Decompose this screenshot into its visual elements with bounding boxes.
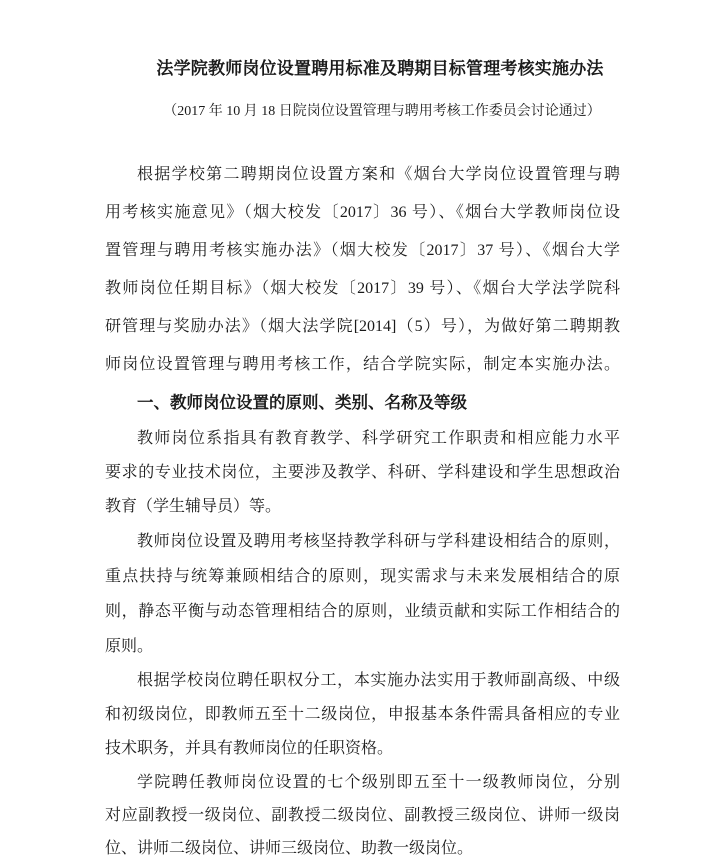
document-subtitle: （2017 年 10 月 18 日院岗位设置管理与聘用考核工作委员会讨论通过） (163, 104, 601, 119)
section-heading (105, 384, 620, 422)
text-line: 根据学校岗位聘任职权分工，本实施办法实用于教师副高级、中级 (137, 672, 620, 689)
text-line: 技术职务，并具有教师岗位的任职资格。 (105, 740, 394, 757)
text-line: 教师岗位系指具有教育教学、科学研究工作职责和相应能力水平 (137, 430, 620, 447)
document-body (105, 156, 620, 864)
paragraph (105, 156, 620, 384)
text-line: 则，静态平衡与动态管理相结合的原则，业绩贡献和实际工作相结合的 (105, 603, 620, 620)
text-line: 学院聘任教师岗位设置的七个级别即五至十一级教师岗位，分别 (137, 774, 620, 791)
text-line: 教育（学生辅导员）等。 (105, 498, 282, 515)
text-line: 要求的专业技术岗位，主要涉及教学、科研、学科建设和学生思想政治 (105, 464, 620, 481)
text-line: 根据学校第二聘期岗位设置方案和《烟台大学岗位设置管理与聘 (137, 166, 620, 183)
text-line: 教师岗位设置及聘用考核坚持教学科研与学科建设相结合的原则， (137, 533, 620, 550)
text-line: 教师岗位任期目标》（烟大校发〔2017〕39 号）、《烟台大学法学院科 (105, 280, 620, 297)
text-line: 和初级岗位，即教师五至十二级岗位，申报基本条件需具备相应的专业 (105, 706, 620, 723)
paragraph (105, 422, 620, 524)
text-line: 对应副教授一级岗位、副教授二级岗位、副教授三级岗位、讲师一级岗 (105, 807, 620, 824)
text-line: 位、讲师二级岗位、讲师三级岗位、助教一级岗位。 (105, 840, 474, 857)
paragraph (105, 664, 620, 766)
text-line: 置管理与聘用考核实施办法》（烟大校发〔2017〕37 号）、《烟台大学 (105, 242, 620, 259)
text-line: 用考核实施意见》（烟大校发〔2017〕36 号）、《烟台大学教师岗位设 (105, 204, 620, 221)
paragraph (105, 766, 620, 864)
text-line: 原则。 (105, 638, 154, 655)
document-title: 法学院教师岗位设置聘用标准及聘期目标管理考核实施办法 (156, 59, 604, 78)
text-line: 研管理与奖励办法》（烟大法学院[2014]（5）号），为做好第二聘期教 (105, 318, 620, 335)
text-line: 师岗位设置管理与聘用考核工作，结合学院实际，制定本实施办法。 (105, 356, 620, 373)
paragraph (105, 524, 620, 664)
text-line: 重点扶持与统筹兼顾相结合的原则，现实需求与未来发展相结合的原 (105, 568, 620, 585)
heading-line: 一、教师岗位设置的原则、类别、名称及等级 (137, 393, 467, 412)
